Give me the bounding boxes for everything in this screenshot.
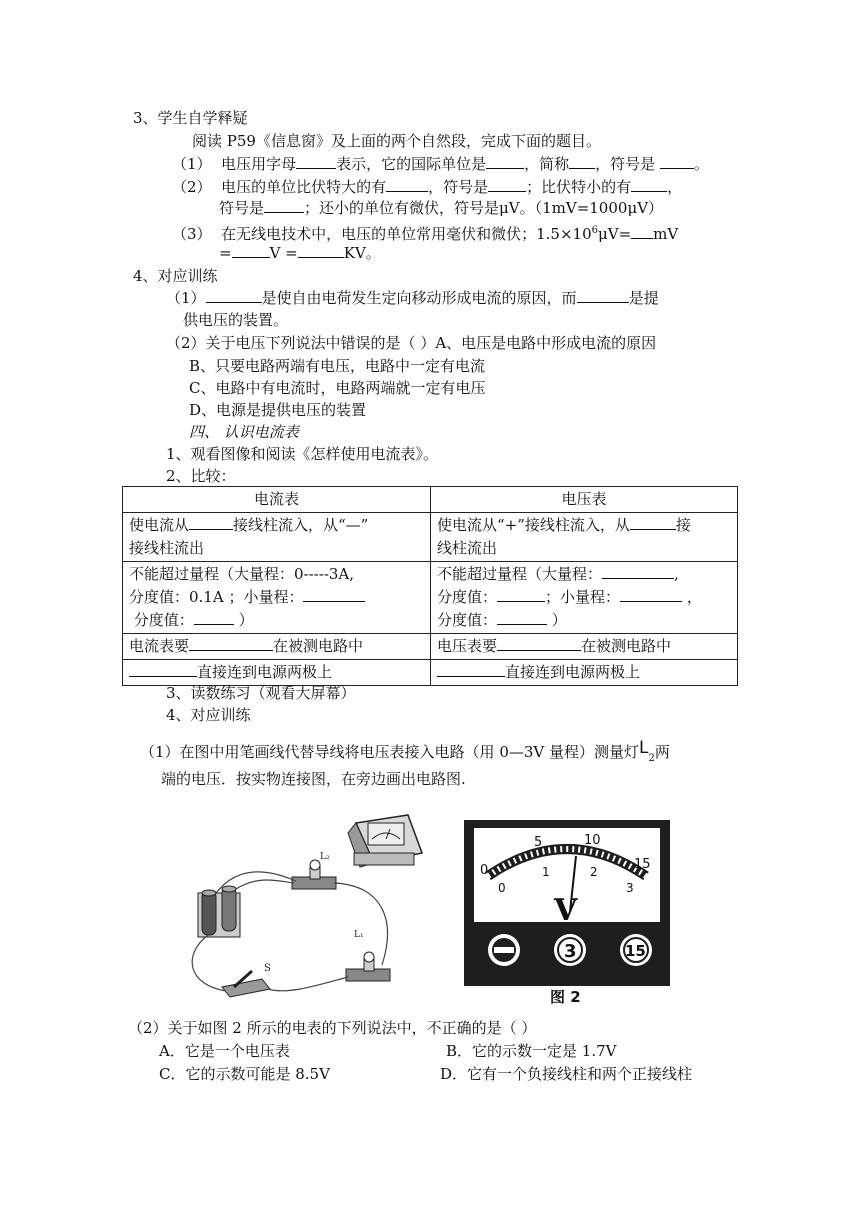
part-4-heading: 四、 认识电流表 <box>189 423 299 441</box>
step-3: 3、读数练习（观看大屏幕） <box>166 684 356 702</box>
q2-option-b: B．它的示数一定是 1.7V <box>446 1042 617 1060</box>
blank[interactable] <box>206 288 262 303</box>
q-text: 。 <box>693 155 709 173</box>
cell-text: ） <box>238 611 254 629</box>
blank[interactable] <box>298 243 344 258</box>
q-number: （1） <box>172 155 212 173</box>
cell-text: 直接连到电源两极上 <box>505 663 641 681</box>
blank[interactable] <box>129 662 197 677</box>
q-text: ；还小的单位有微伏，符号是μV。（1mV=1000μV） <box>304 199 664 217</box>
s4-option-d: D、电源是提供电压的装置 <box>189 401 367 419</box>
s4-option-c: C、电路中有电流时，电路两端就一定有电压 <box>189 379 486 397</box>
q3-3 <box>172 221 678 244</box>
q2-stem: （2）关于如图 2 所示的电表的下列说法中，不正确的是（ ） <box>128 1019 537 1037</box>
battery-pack <box>198 886 240 937</box>
cell-text: 不能超过量程（大量程：0-----3A, <box>129 565 355 583</box>
blank[interactable] <box>660 154 694 169</box>
top-scale-label: 0 <box>480 863 489 878</box>
q2-option-c: C．它的示数可能是 8.5V <box>159 1065 330 1083</box>
cell-text: 分度值： <box>437 588 498 606</box>
q-number: （3） <box>172 225 212 243</box>
q-text: 两 <box>654 743 670 761</box>
q-text: ，符号是 <box>595 155 656 173</box>
label-l2: L₂ <box>320 852 330 862</box>
q-number: （2） <box>172 178 212 196</box>
cell-text: 使电流从“+”接线柱流入，从 <box>437 516 630 534</box>
table-row <box>123 562 738 634</box>
meter-figure <box>458 816 678 1006</box>
q3-1 <box>172 154 709 174</box>
table-header-voltmeter: 电压表 <box>431 487 738 513</box>
q-text: 是提 <box>628 289 659 307</box>
q2-option-d: D．它有一个负接线柱和两个正接线柱 <box>440 1065 693 1083</box>
blank[interactable] <box>386 177 428 192</box>
blank[interactable] <box>497 610 547 625</box>
blank[interactable] <box>486 154 524 169</box>
blank[interactable] <box>631 177 667 192</box>
q-text: KV。 <box>343 244 381 262</box>
top-scale-label: 15 <box>634 857 651 872</box>
q3-3-cont <box>219 243 381 263</box>
blank[interactable] <box>296 154 336 169</box>
bottom-scale-label: 3 <box>626 881 634 895</box>
blank[interactable] <box>232 243 270 258</box>
drawing-question <box>140 738 670 769</box>
blank[interactable] <box>631 224 653 239</box>
label-l1: L₁ <box>354 930 364 940</box>
q2-option-a: A．它是一个电压表 <box>159 1042 290 1060</box>
blank[interactable] <box>630 515 676 530</box>
cell-text: ；小量程： <box>545 588 621 606</box>
s4-q2: （2）关于电压下列说法中错误的是（ ）A、电压是电路中形成电流的原因 <box>166 334 657 352</box>
blank[interactable] <box>437 662 505 677</box>
cell-text: 在被测电路中 <box>273 637 364 655</box>
cell-text: 接线柱流入，从“—” <box>233 516 369 534</box>
blank[interactable] <box>497 587 545 602</box>
table-cell <box>431 513 738 562</box>
cell-text: 接线柱流出 <box>129 539 205 557</box>
q-text: V = <box>269 244 298 262</box>
voltmeter-device <box>348 815 422 867</box>
table-cell <box>123 513 431 562</box>
section-4-title: 4、对应训练 <box>133 267 218 285</box>
table-row <box>123 660 738 686</box>
blank[interactable] <box>577 288 629 303</box>
cell-text: 接 <box>675 516 691 534</box>
bottom-scale-label: 1 <box>542 865 550 879</box>
table-cell <box>431 634 738 660</box>
figure-caption: 图 2 <box>550 988 581 1006</box>
cell-text: 分度值：0.1A ；小量程： <box>129 588 304 606</box>
blank[interactable] <box>497 636 581 651</box>
q-text: （1）在图中用笔画线代替导线将电压表接入电路（用 0—3V 量程）测量灯 <box>140 743 640 761</box>
bottom-scale-label: 0 <box>498 881 506 895</box>
q-text: 电压用字母 <box>221 155 297 173</box>
terminal-negative <box>488 934 520 966</box>
terminal-label: 3 <box>564 941 577 962</box>
bottom-scale-label: 2 <box>590 865 598 879</box>
q-text: mV <box>653 225 679 243</box>
blank[interactable] <box>189 636 273 651</box>
q-text: ，简称 <box>524 155 570 173</box>
q3-2 <box>172 177 682 197</box>
lamp-subscript: 2 <box>648 753 655 764</box>
cell-text: 线柱流出 <box>437 539 498 557</box>
section-3-title: 3、学生自学释疑 <box>133 109 248 127</box>
comparison-table <box>122 486 738 686</box>
q-text: 符号是 <box>219 199 265 217</box>
blank[interactable] <box>264 198 304 213</box>
table-cell <box>123 562 431 634</box>
s4-q1 <box>166 288 659 308</box>
table-cell <box>123 634 431 660</box>
cell-text: 在被测电路中 <box>581 637 672 655</box>
table-header-ammeter: 电流表 <box>123 487 431 513</box>
lamp-label: L <box>639 738 649 758</box>
drawing-question-cont: 端的电压．按实物连接图，在旁边画出电路图. <box>161 770 466 788</box>
q-number: （1） <box>166 289 206 307</box>
q-text: 在无线电技术中，电压的单位常用毫伏和微伏；1.5×10 <box>221 225 592 243</box>
cell-text: ） <box>551 611 567 629</box>
blank[interactable] <box>602 564 674 579</box>
q-text: ， <box>667 178 683 196</box>
part-4-step-2: 2、比较： <box>166 467 236 485</box>
label-s: S <box>264 963 271 974</box>
cell-text: 使电流从 <box>129 516 190 534</box>
terminal-label: 15 <box>625 942 646 960</box>
q3-2-cont <box>219 198 663 218</box>
top-scale-label: 5 <box>534 835 543 850</box>
table-cell <box>123 660 431 686</box>
top-scale-label: 10 <box>584 833 601 848</box>
table-cell <box>431 660 738 686</box>
blank[interactable] <box>569 154 595 169</box>
cell-text: 分度值： <box>437 611 498 629</box>
cell-text: , <box>674 565 679 583</box>
blank[interactable] <box>194 610 234 625</box>
table-header-row <box>123 487 738 513</box>
cell-text: ， <box>686 588 702 606</box>
table-row <box>123 634 738 660</box>
part-4-step-1: 1、观看图像和阅读《怎样使用电流表》。 <box>166 445 439 463</box>
s4-option-b: B、只要电路两端有电压，电路中一定有电流 <box>189 357 486 375</box>
table-row <box>123 513 738 562</box>
cell-text: 分度值： <box>133 611 194 629</box>
circuit-photo <box>178 805 436 1005</box>
q-text: 表示，它的国际单位是 <box>336 155 487 173</box>
cell-text: 不能超过量程（大量程： <box>437 565 603 583</box>
cell-text: 电压表要 <box>437 637 498 655</box>
terminal-15 <box>620 934 652 966</box>
section-3-intro: 阅读 P59《信息窗》及上面的两个自然段，完成下面的题目。 <box>192 132 601 150</box>
q-text: = <box>219 244 232 262</box>
blank[interactable] <box>488 177 526 192</box>
cell-text: 电流表要 <box>129 637 190 655</box>
blank[interactable] <box>189 515 233 530</box>
blank[interactable] <box>303 587 365 602</box>
exponent: 6 <box>591 225 598 236</box>
cell-text: 直接连到电源两极上 <box>197 663 333 681</box>
terminal-3 <box>554 934 586 966</box>
q-text: 电压的单位比伏特大的有 <box>221 178 387 196</box>
table-cell <box>431 562 738 634</box>
blank[interactable] <box>620 587 682 602</box>
unit-symbol: V <box>554 893 578 928</box>
step-4: 4、对应训练 <box>166 706 251 724</box>
q-text: 是使自由电荷发生定向移动形成电流的原因，而 <box>261 289 577 307</box>
q-text: μV= <box>597 225 632 243</box>
s4-q1-cont: 供电压的装置。 <box>183 311 289 329</box>
q-text: ，符号是 <box>428 178 489 196</box>
q-text: ；比伏特小的有 <box>526 178 632 196</box>
